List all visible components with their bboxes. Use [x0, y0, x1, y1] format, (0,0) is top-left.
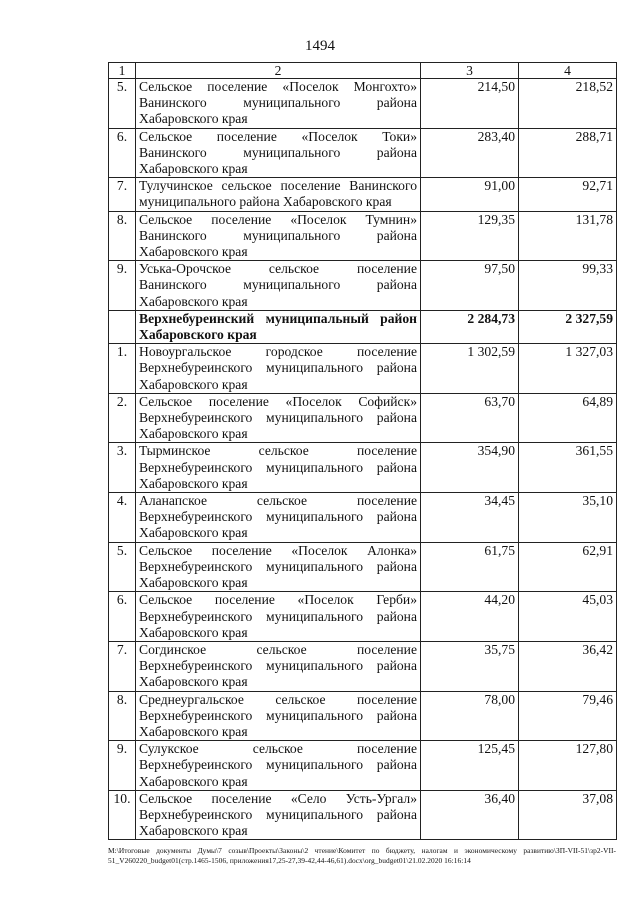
district-total-row — [109, 310, 617, 343]
value-col3-cell: 354,90 — [421, 443, 519, 493]
settlement-name-cell: Сельское поселение «Поселок Токи» Ванинского муниципального района Хабаровского края — [136, 128, 421, 178]
value-col3-cell: 34,45 — [421, 493, 519, 543]
value-col3-cell: 35,75 — [421, 641, 519, 691]
table-row — [109, 493, 617, 543]
value-col3-cell: 78,00 — [421, 691, 519, 741]
row-number-cell — [109, 310, 136, 343]
table-row — [109, 261, 617, 311]
settlement-name-cell: Тырминское сельское поселение Верхнебуреинского муниципального района Хабаровского края — [136, 443, 421, 493]
value-col4-cell: 45,03 — [519, 592, 617, 642]
value-col4-cell: 92,71 — [519, 178, 617, 211]
row-number-cell: 4. — [109, 493, 136, 543]
table-row — [109, 178, 617, 211]
header-cell: 2 — [136, 63, 421, 79]
budget-table — [108, 62, 617, 840]
row-number-cell: 9. — [109, 261, 136, 311]
table-row — [109, 592, 617, 642]
table-row — [109, 641, 617, 691]
page-number: 1494 — [305, 38, 335, 54]
value-col4-cell: 288,71 — [519, 128, 617, 178]
table-row — [109, 344, 617, 394]
row-number-cell: 10. — [109, 790, 136, 840]
value-col3-cell: 63,70 — [421, 393, 519, 443]
row-number-cell: 7. — [109, 641, 136, 691]
row-number-cell: 1. — [109, 344, 136, 394]
row-number-cell: 9. — [109, 741, 136, 791]
row-number-cell: 6. — [109, 128, 136, 178]
value-col3-cell: 2 284,73 — [421, 310, 519, 343]
table-row — [109, 443, 617, 493]
value-col4-cell: 37,08 — [519, 790, 617, 840]
header-cell: 1 — [109, 63, 136, 79]
value-col4-cell: 2 327,59 — [519, 310, 617, 343]
row-number-cell: 8. — [109, 211, 136, 261]
header-cell: 3 — [421, 63, 519, 79]
value-col4-cell: 64,89 — [519, 393, 617, 443]
header-row — [109, 63, 617, 79]
row-number-cell: 5. — [109, 542, 136, 592]
value-col4-cell: 79,46 — [519, 691, 617, 741]
settlement-name-cell: Сельское поселение «Поселок Герби» Верхнебуреинского муниципального района Хабаровского края — [136, 592, 421, 642]
value-col4-cell: 62,91 — [519, 542, 617, 592]
settlement-name-cell: Сельское поселение «Поселок Тумнин» Ванинского муниципального района Хабаровского края — [136, 211, 421, 261]
row-number-cell: 7. — [109, 178, 136, 211]
value-col3-cell: 36,40 — [421, 790, 519, 840]
value-col3-cell: 61,75 — [421, 542, 519, 592]
value-col4-cell: 127,80 — [519, 741, 617, 791]
value-col4-cell: 35,10 — [519, 493, 617, 543]
settlement-name-cell: Аланапское сельское поселение Верхнебуреинского муниципального района Хабаровского края — [136, 493, 421, 543]
value-col3-cell: 97,50 — [421, 261, 519, 311]
settlement-name-cell: Сельское поселение «Поселок Алонка» Верхнебуреинского муниципального района Хабаровского края — [136, 542, 421, 592]
settlement-name-cell: Сельское поселение «Поселок Софийск» Верхнебуреинского муниципального района Хабаровского края — [136, 393, 421, 443]
value-col3-cell: 91,00 — [421, 178, 519, 211]
value-col3-cell: 125,45 — [421, 741, 519, 791]
table-row — [109, 128, 617, 178]
row-number-cell: 8. — [109, 691, 136, 741]
table-row — [109, 79, 617, 129]
value-col3-cell: 214,50 — [421, 79, 519, 129]
settlement-name-cell: Уська-Орочское сельское поселение Ванинского муниципального района Хабаровского края — [136, 261, 421, 311]
value-col4-cell: 218,52 — [519, 79, 617, 129]
settlement-name-cell: Тулучинское сельское поселение Ванинского муниципального района Хабаровского края — [136, 178, 421, 211]
value-col4-cell: 361,55 — [519, 443, 617, 493]
row-number-cell: 6. — [109, 592, 136, 642]
table-row — [109, 211, 617, 261]
table-row — [109, 790, 617, 840]
settlement-name-cell: Среднеургальское сельское поселение Верхнебуреинского муниципального района Хабаровского края — [136, 691, 421, 741]
row-number-cell: 2. — [109, 393, 136, 443]
table-row — [109, 393, 617, 443]
table-row — [109, 741, 617, 791]
document-path-footer: М:\Итоговые документы Думы\7 созыв\Проекты\Законы\2 чтение\Комитет по бюджету, налогам и экономическому развитию\ЗП-VII-51\зр2-VII-51_V260220_budget01(стр.1465-1506, приложения17,25-27,39-42,44-46,61).docx\org_budget01\21.02.2020 16:16:14 — [108, 846, 616, 865]
value-col4-cell: 131,78 — [519, 211, 617, 261]
value-col3-cell: 44,20 — [421, 592, 519, 642]
row-number-cell: 5. — [109, 79, 136, 129]
value-col4-cell: 36,42 — [519, 641, 617, 691]
settlement-name-cell: Новоургальское городское поселение Верхнебуреинского муниципального района Хабаровского края — [136, 344, 421, 394]
value-col3-cell: 283,40 — [421, 128, 519, 178]
settlement-name-cell: Сельское поселение «Поселок Монгохто» Ванинского муниципального района Хабаровского края — [136, 79, 421, 129]
table-row — [109, 691, 617, 741]
value-col4-cell: 1 327,03 — [519, 344, 617, 394]
value-col3-cell: 1 302,59 — [421, 344, 519, 394]
settlement-name-cell: Сельское поселение «Село Усть-Ургал» Верхнебуреинского муниципального района Хабаровского края — [136, 790, 421, 840]
table-row — [109, 542, 617, 592]
value-col3-cell: 129,35 — [421, 211, 519, 261]
row-number-cell: 3. — [109, 443, 136, 493]
settlement-name-cell: Верхнебуреинский муниципальный район Хабаровского края — [136, 310, 421, 343]
header-cell: 4 — [519, 63, 617, 79]
settlement-name-cell: Согдинское сельское поселение Верхнебуреинского муниципального района Хабаровского края — [136, 641, 421, 691]
settlement-name-cell: Сулукское сельское поселение Верхнебуреинского муниципального района Хабаровского края — [136, 741, 421, 791]
value-col4-cell: 99,33 — [519, 261, 617, 311]
